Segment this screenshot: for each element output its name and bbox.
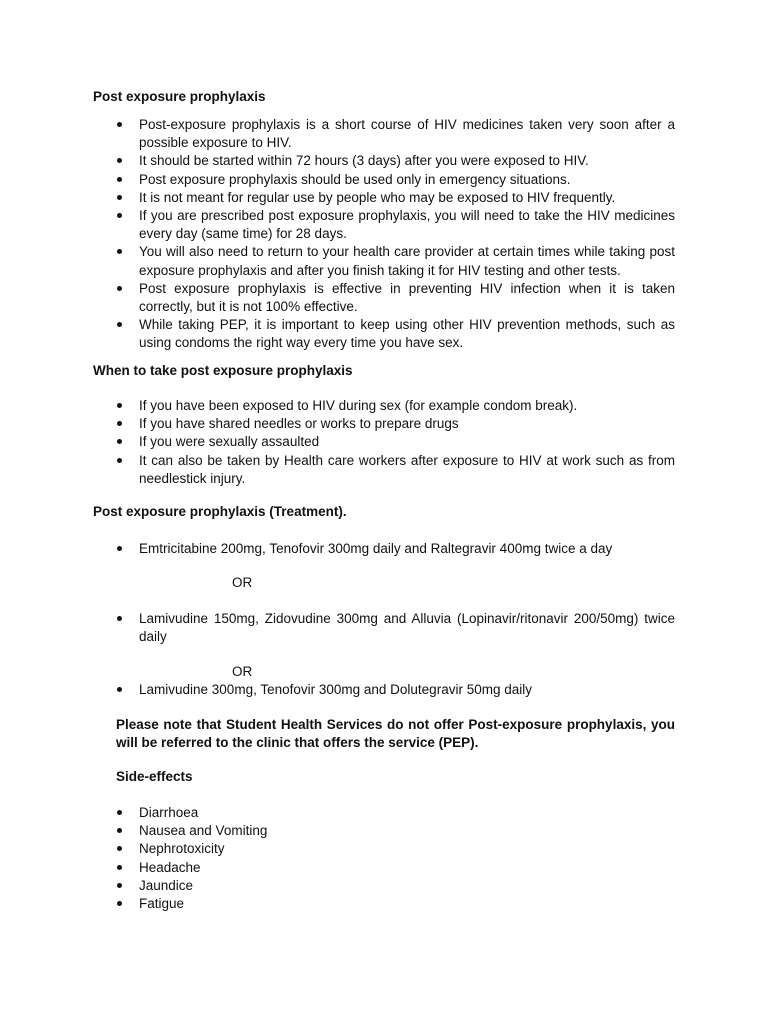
when-heading: When to take post exposure prophylaxis [93,363,353,378]
list-item: Post-exposure prophylaxis is a short course of HIV medicines taken very soon after a possible exposure to HIV. [93,116,675,152]
side-effects-heading: Side-effects [116,769,193,784]
side-effects-list [93,804,675,913]
regimen-item: Lamivudine 150mg, Zidovudine 300mg and Alluvia (Lopinavir/ritonavir 200/50mg) twice daily [93,610,675,646]
list-item: Diarrhoea [93,804,675,822]
list-item: It is not meant for regular use by people who may be exposed to HIV frequently. [93,189,675,207]
regimen-list-1 [93,540,675,558]
or-separator: OR [232,575,253,590]
list-item: Nephrotoxicity [93,840,675,858]
list-item: Nausea and Vomiting [93,822,675,840]
list-item: It can also be taken by Health care workers after exposure to HIV at work such as from needlestick injury. [93,452,675,488]
list-item: Fatigue [93,895,675,913]
list-item: If you have been exposed to HIV during sex (for example condom break). [93,397,675,415]
list-item: If you have shared needles or works to prepare drugs [93,415,675,433]
list-item: Jaundice [93,877,675,895]
list-item: If you were sexually assaulted [93,433,675,451]
pep-list [93,116,675,353]
list-item: Post exposure prophylaxis is effective in preventing HIV infection when it is taken correctly, but it is not 100% effective. [93,280,675,316]
treatment-heading: Post exposure prophylaxis (Treatment). [93,504,347,519]
pep-heading: Post exposure prophylaxis [93,89,266,104]
regimen-list-3 [93,681,675,699]
list-item: Headache [93,859,675,877]
list-item: It should be started within 72 hours (3 days) after you were exposed to HIV. [93,152,675,170]
list-item: While taking PEP, it is important to keep using other HIV prevention methods, such as using condoms the right way every time you have sex. [93,316,675,352]
or-separator: OR [232,664,253,679]
regimen-item: Lamivudine 300mg, Tenofovir 300mg and Dolutegravir 50mg daily [93,681,675,699]
list-item: If you are prescribed post exposure prophylaxis, you will need to take the HIV medicines every day (same time) for 28 days. [93,207,675,243]
regimen-list-2 [93,610,675,646]
service-note: Please note that Student Health Services do not offer Post-exposure prophylaxis, you will be referred to the clinic that offers the service (PEP). [116,717,675,751]
regimen-item: Emtricitabine 200mg, Tenofovir 300mg daily and Raltegravir 400mg twice a day [93,540,675,558]
when-list [93,397,675,488]
list-item: Post exposure prophylaxis should be used only in emergency situations. [93,171,675,189]
list-item: You will also need to return to your health care provider at certain times while taking post exposure prophylaxis and after you finish taking it for HIV testing and other tests. [93,243,675,279]
